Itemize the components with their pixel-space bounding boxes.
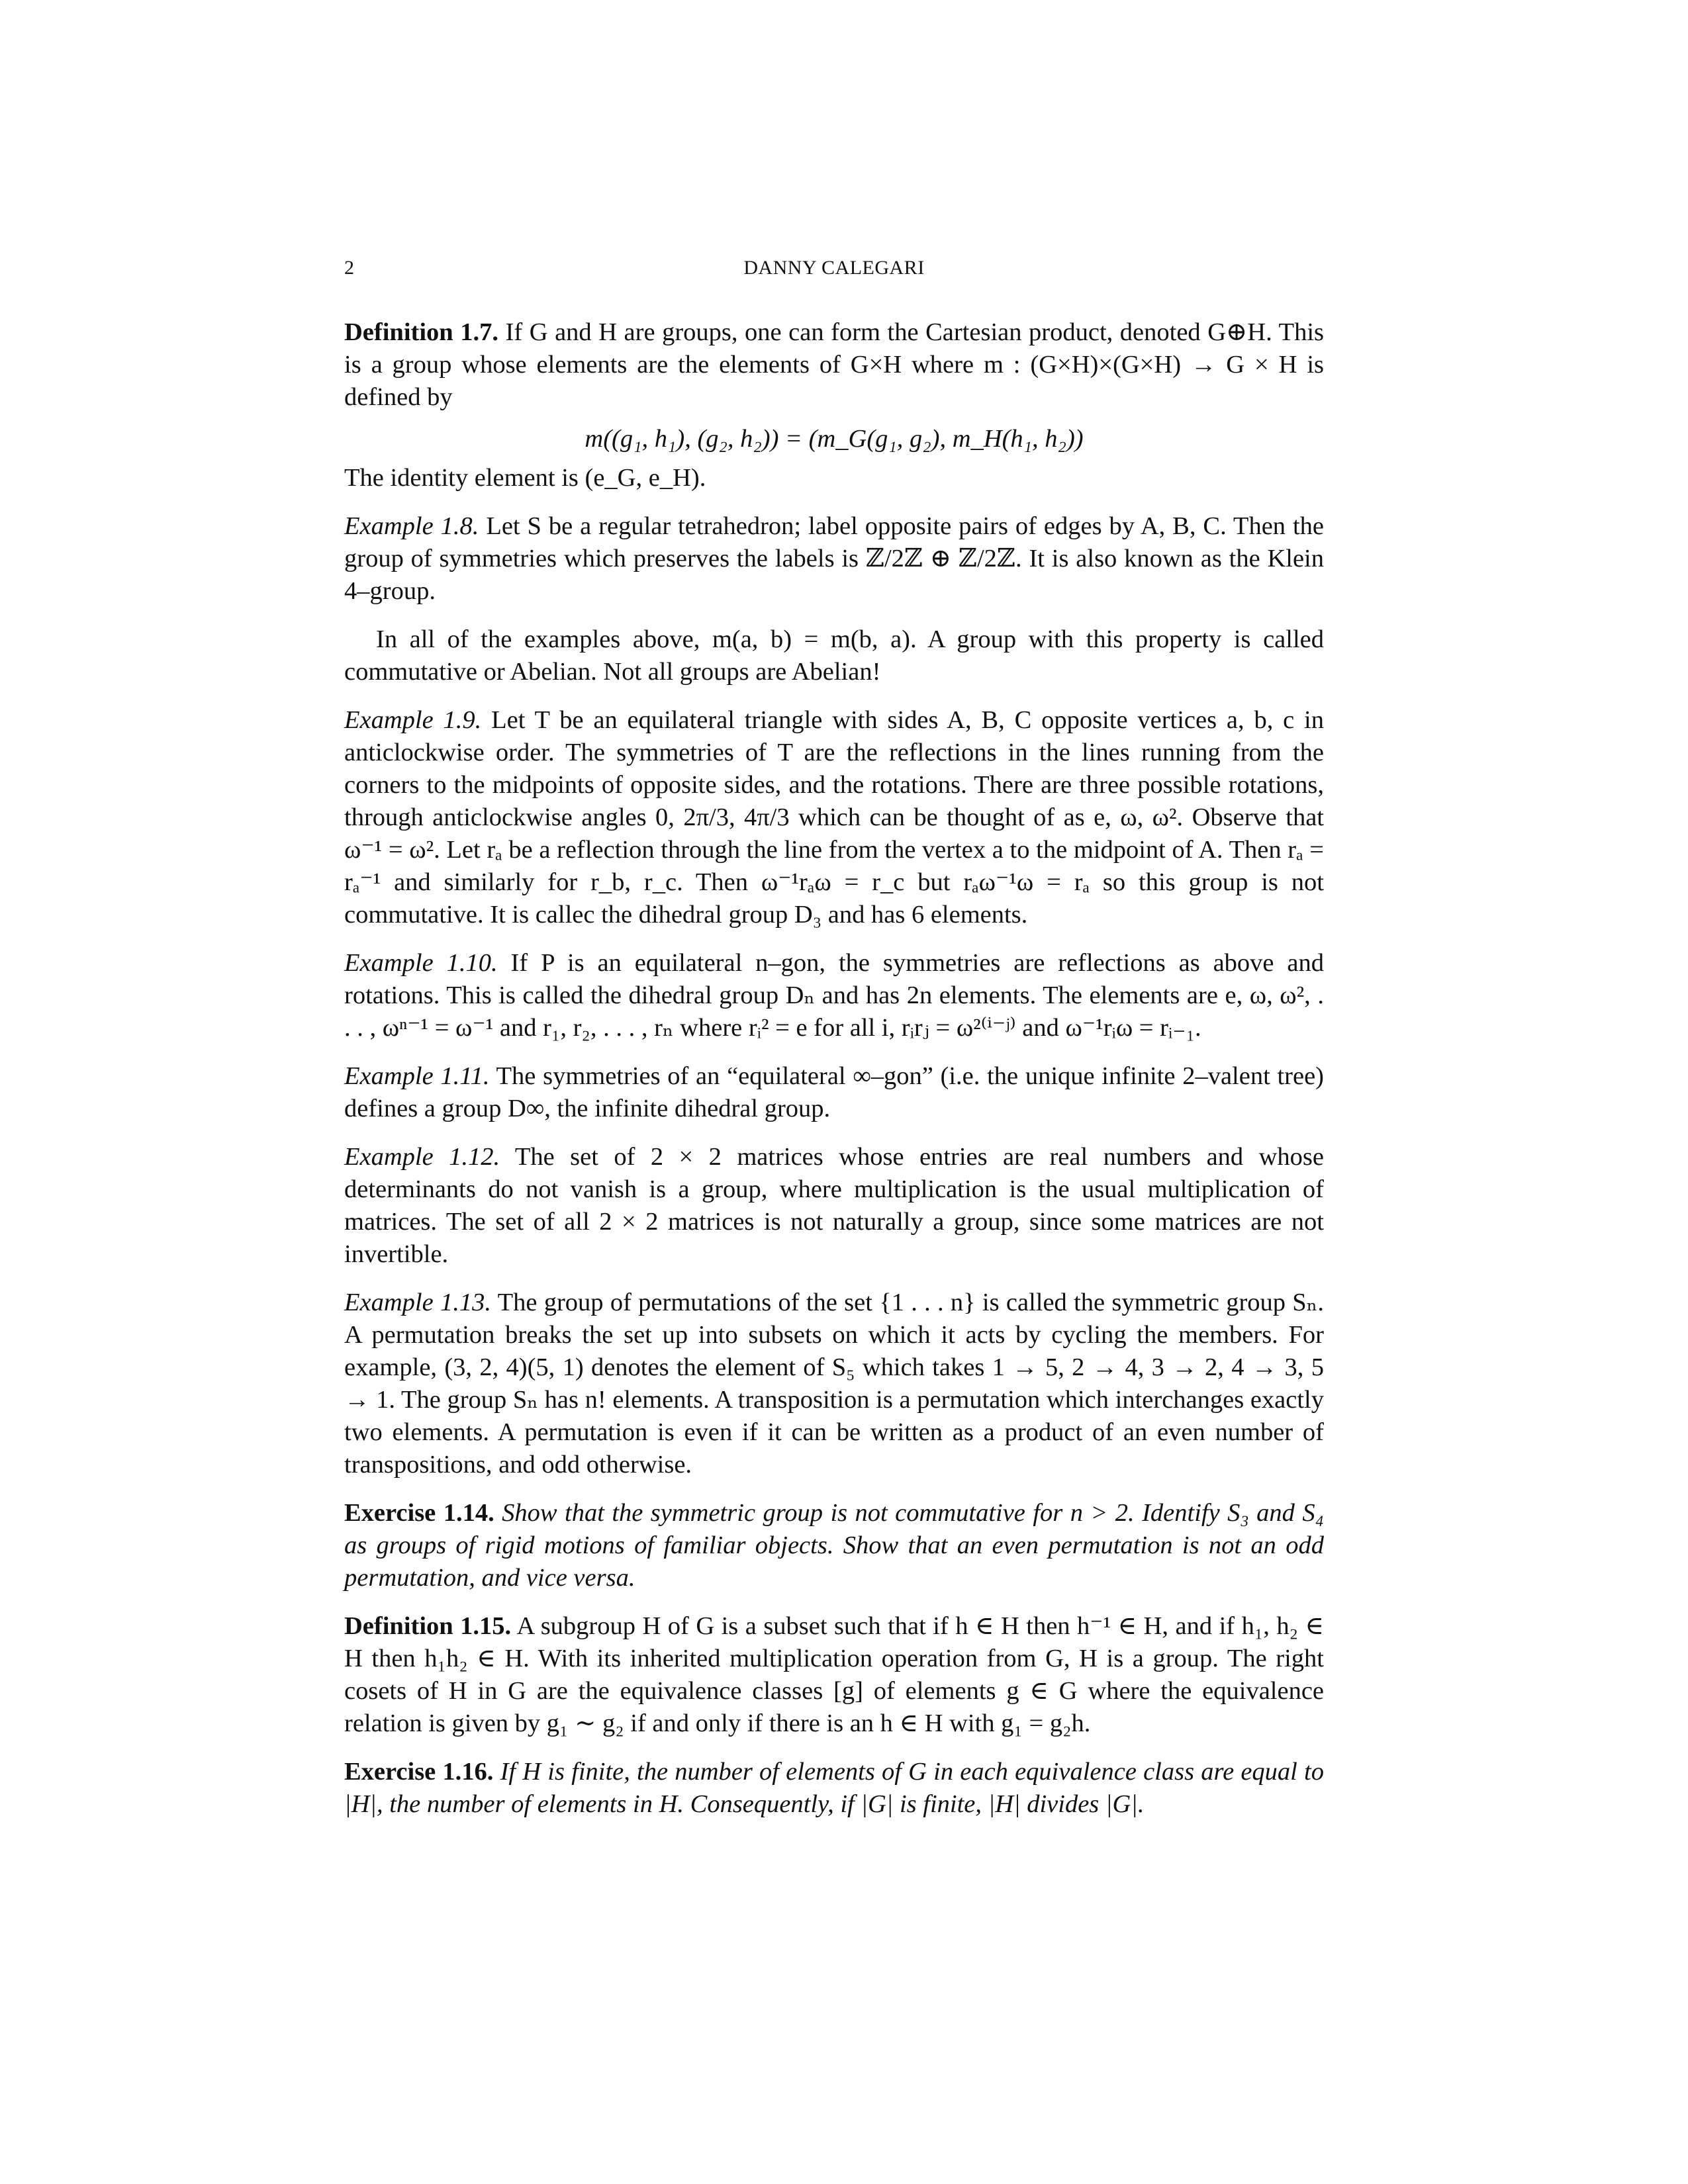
example-1-10 (344, 947, 1324, 1044)
example-1-12 (344, 1141, 1324, 1271)
example-label: Example 1.9. (344, 706, 482, 734)
exercise-label: Exercise 1.16. (344, 1758, 494, 1786)
definition-text: A subgroup H of G is a subset such that if h ∈ H then h⁻¹ ∈ H, and if h₁, h₂ ∈ H then h₁h₂ ∈ H. With its inherited multiplication operation from G, H is a group. The right cosets of H in G are the equivalence classes [g] of elements g ∈ G where the equivalence relation is given by g₁ ∼ g₂ if and only if there is an h ∈ H with g₁ = g₂h. (344, 1612, 1324, 1737)
abelian-paragraph: In all of the examples above, m(a, b) = m(b, a). A group with this property is called commutative or Abelian. Not all groups are Abelian! (344, 625, 1324, 686)
exercise-1-16 (344, 1756, 1324, 1821)
example-label: Example 1.11. (344, 1062, 490, 1090)
exercise-1-14 (344, 1497, 1324, 1594)
page-number: 2 (344, 257, 354, 279)
example-text: Let S be a regular tetrahedron; label opposite pairs of edges by A, B, C. Then the group of symmetries which preserves the labels is ℤ/2ℤ ⊕ ℤ/2ℤ. It is also known as the Klein 4–group. (344, 512, 1325, 605)
example-text: If P is an equilateral n–gon, the symmetries are reflections as above and rotations. This is called the dihedral group Dₙ and has 2n elements. The elements are e, ω, ω², . . . , ωⁿ⁻¹ = ω⁻¹ and r₁, r₂, . . . , rₙ where rᵢ² = e for all i, rᵢrⱼ = ω²⁽ⁱ⁻ʲ⁾ and ω⁻¹rᵢω = rᵢ₋₁. (344, 949, 1325, 1042)
definition-1-15 (344, 1610, 1324, 1740)
definition-1-7 (344, 316, 1324, 414)
exercise-label: Exercise 1.14. (344, 1499, 494, 1527)
exercise-text: If H is finite, the number of elements of G in each equivalence class are equal to |H|, the number of elements in H. Consequently, if |G| is finite, |H| divides |G|. (344, 1758, 1324, 1818)
example-label: Example 1.13. (344, 1289, 491, 1316)
example-1-8 (344, 510, 1324, 608)
example-1-9 (344, 704, 1324, 931)
example-text: Let T be an equilateral triangle with sides A, B, C opposite vertices a, b, c in anticlockwise order. The symmetries of T are the reflections in the lines running from the corners to the midpoints of opposite sides, and the rotations. There are three possible rotations, through anticlockwise angles 0, 2π/3, 4π/3 which can be thought of as e, ω, ω². Observe that ω⁻¹ = ω². Let rₐ be a reflection through the line from the vertex a to the midpoint of A. Then rₐ = rₐ⁻¹ and similarly for r_b, r_c. Then ω⁻¹rₐω = r_c but rₐω⁻¹ω = rₐ so this group is not commutative. It is callec the dihedral group D₃ and has 6 elements. (344, 706, 1325, 929)
example-text: The set of 2 × 2 matrices whose entries are real numbers and whose determinants do not vanish is a group, where multiplication is the usual multiplication of matrices. The set of all 2 × 2 matrices is not naturally a group, since some matrices are not invertible. (344, 1143, 1324, 1268)
definition-text: If G and H are groups, one can form the Cartesian product, denoted G⊕H. This is a group whose elements are the elements of G×H where m : (G×H)×(G×H) → G × H is defined by (344, 318, 1325, 411)
example-label: Example 1.12. (344, 1143, 500, 1171)
display-equation: m((g₁, h₁), (g₂, h₂)) = (m_G(g₁, g₂), m_H(h₁, h₂)) (585, 425, 1084, 453)
example-text: The symmetries of an “equilateral ∞–gon” (i.e. the unique infinite 2–valent tree) defines a group D∞, the infinite dihedral group. (344, 1062, 1324, 1122)
running-head: DANNY CALEGARI (743, 257, 925, 279)
main-content (344, 316, 1324, 1837)
page-header (344, 257, 1324, 296)
example-label: Example 1.8. (344, 512, 479, 540)
exercise-text: Show that the symmetric group is not commutative for n > 2. Identify S₃ and S₄ as groups of rigid motions of familiar objects. Show that an even permutation is not an odd permutation, and vice versa. (344, 1499, 1325, 1592)
identity-line: The identity element is (e_G, e_H). (344, 464, 706, 492)
definition-label: Definition 1.7. (344, 318, 498, 346)
example-1-11 (344, 1060, 1324, 1125)
example-1-13 (344, 1287, 1324, 1481)
example-text: The group of permutations of the set {1 . . . n} is called the symmetric group Sₙ. A permutation breaks the set up into subsets on which it acts by cycling the members. For example, (3, 2, 4)(5, 1) denotes the element of S₅ which takes 1 → 5, 2 → 4, 3 → 2, 4 → 3, 5 → 1. The group Sₙ has n! elements. A transposition is a permutation which interchanges exactly two elements. A permutation is even if it can be written as a product of an even number of transpositions, and odd otherwise. (344, 1289, 1324, 1479)
definition-label: Definition 1.15. (344, 1612, 512, 1640)
example-label: Example 1.10. (344, 949, 498, 977)
